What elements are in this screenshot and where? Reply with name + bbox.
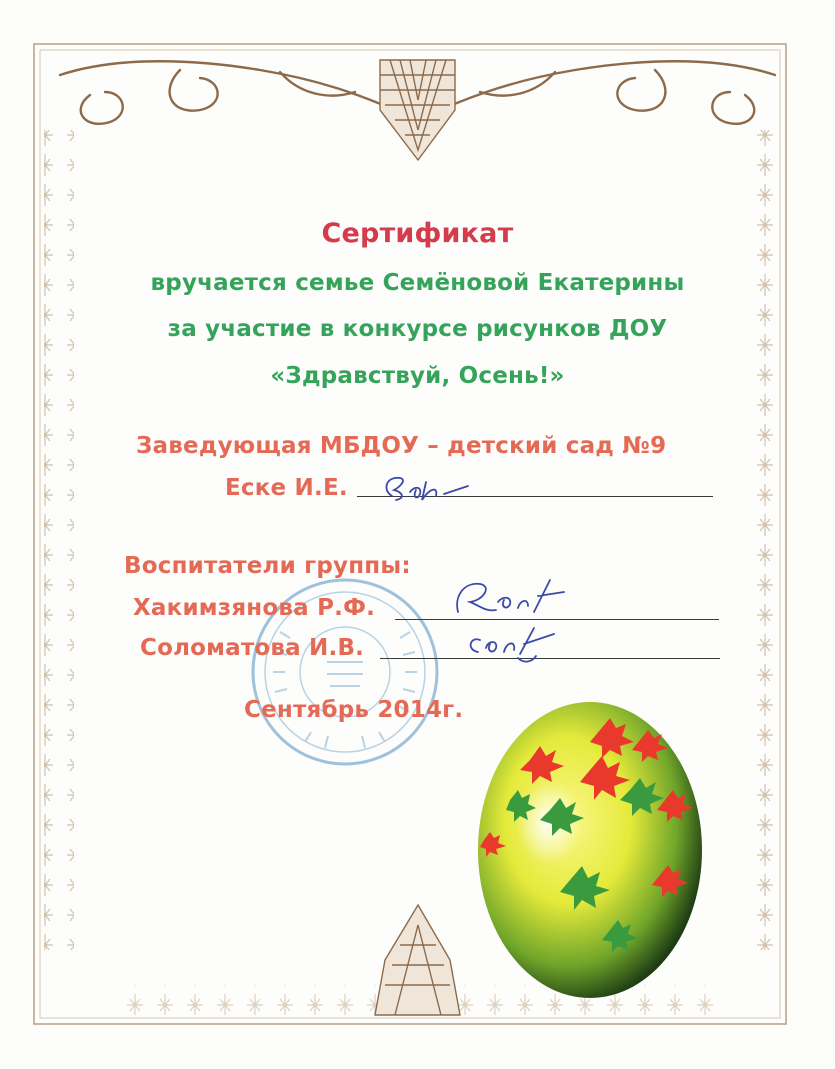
head-name: Еске И.Е. xyxy=(225,475,348,501)
teacher-2-name: Соломатова И.В. xyxy=(140,635,365,661)
award-line-1: вручается семье Семёновой Екатерины xyxy=(150,270,685,296)
head-position: Заведующая МБДОУ – детский сад №9 xyxy=(136,433,667,459)
teacher-1-name: Хакимзянова Р.Ф. xyxy=(133,595,376,621)
teacher-1-signature xyxy=(440,572,570,624)
certificate-title: Сертификат xyxy=(321,218,514,249)
award-line-2: за участие в конкурсе рисунков ДОУ xyxy=(167,316,668,342)
head-signature xyxy=(378,468,488,506)
teachers-label: Воспитатели группы: xyxy=(124,553,411,579)
autumn-leaves-egg xyxy=(470,690,710,1000)
issue-date: Сентябрь 2014г. xyxy=(244,697,464,723)
teacher-2-signature xyxy=(458,618,568,668)
contest-name: «Здравствуй, Осень!» xyxy=(270,363,565,389)
